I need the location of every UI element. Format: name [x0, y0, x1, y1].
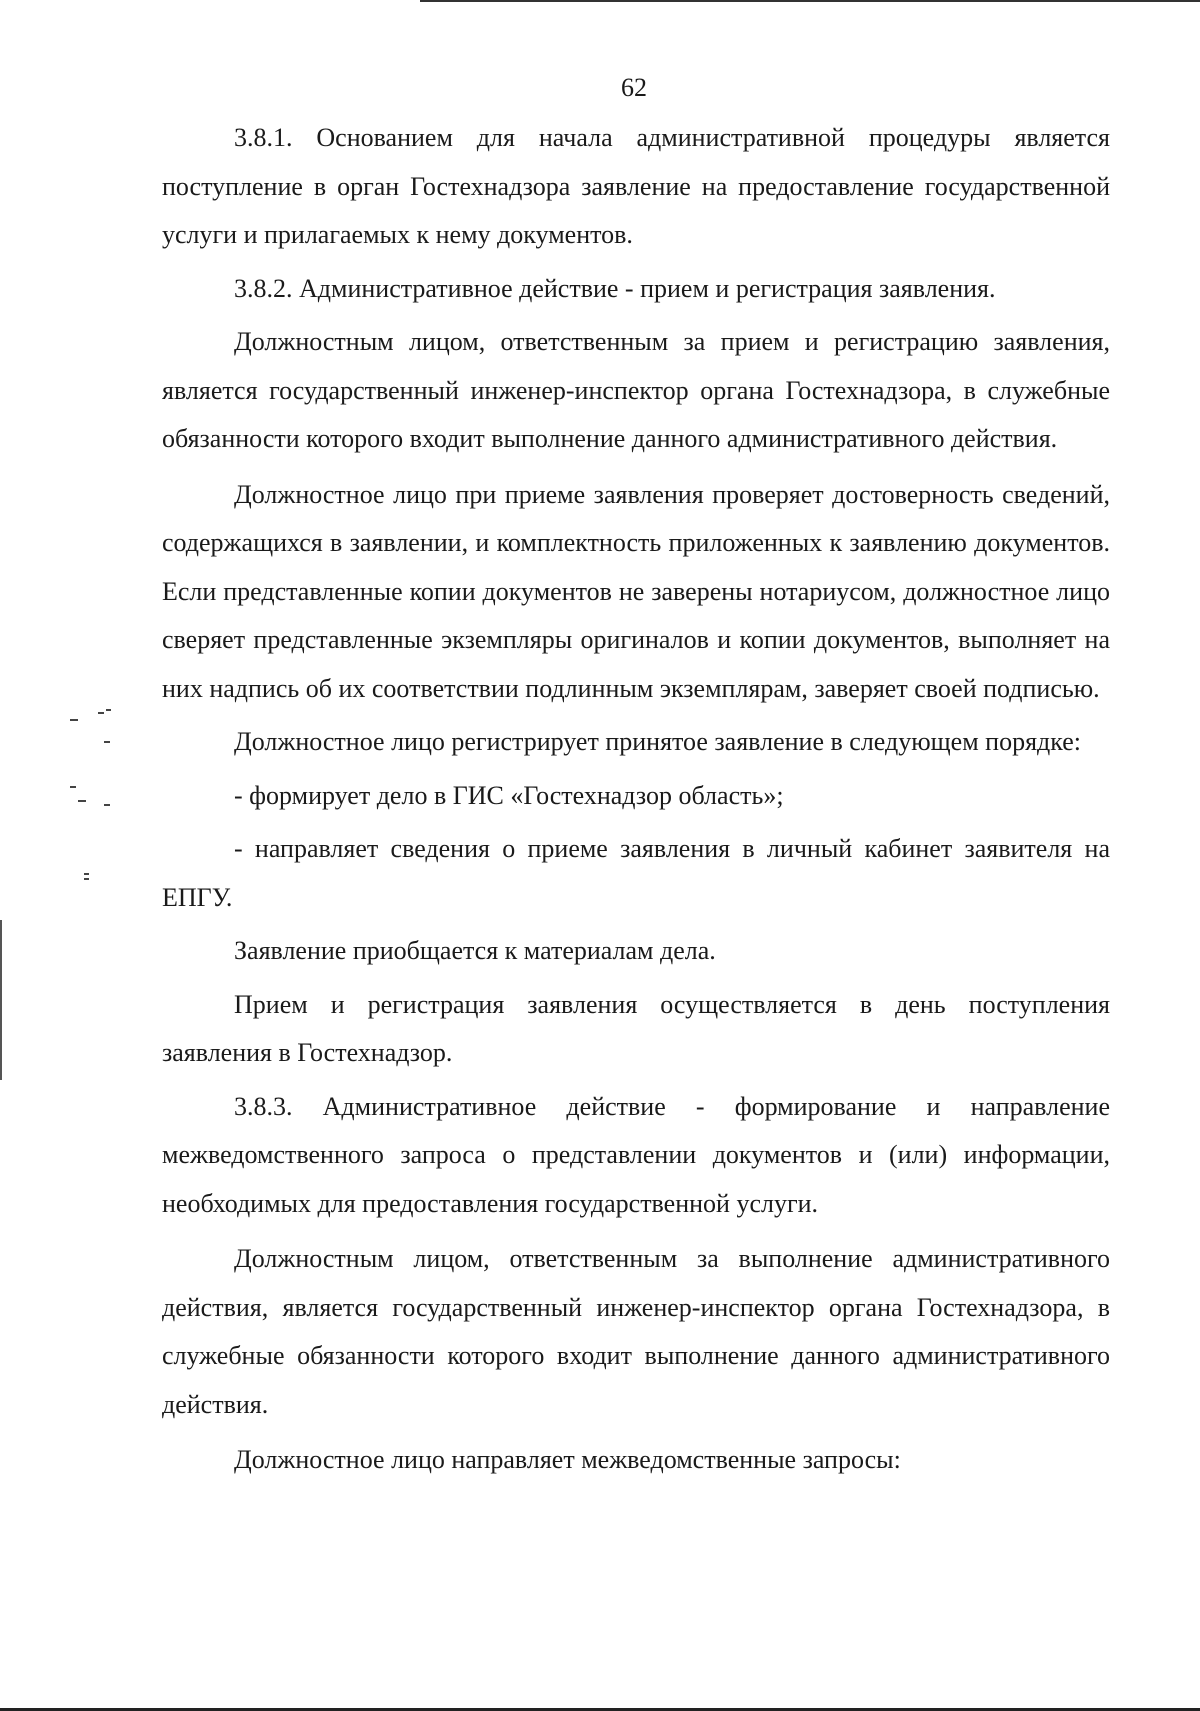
- paragraph-responsible-registration: Должностным лицом, ответственным за прием и регистрацию заявления, является государственный инженер-инспектор органа Гостехнадзора, в служебные обязанности которого входит выполнение данного административного действия.: [162, 327, 1110, 453]
- scan-edge-top: [420, 0, 1200, 2]
- paragraph-verification: Должностное лицо при приеме заявления проверяет достоверность сведений, содержащихся в заявлении, и комплектность приложенных к заявлению документов. Если представленные копии документов не заверены нотариусом, должностное лицо сверяет представленные экземпляры оригиналов и копии документов, выполняет на них надпись об их соответствии подлинным экземплярам, заверяет своей подписью.: [162, 479, 1110, 703]
- document-body: [162, 114, 1110, 1485]
- scan-mark: [84, 878, 89, 880]
- list-item-form-case: - формирует дело в ГИС «Гостехнадзор область»;: [234, 780, 784, 810]
- scan-mark: [70, 719, 78, 721]
- paragraph-requests-sent: Должностное лицо направляет межведомственные запросы:: [234, 1445, 901, 1474]
- paragraph-registration-order: Должностное лицо регистрирует принятое заявление в следующем порядке:: [234, 727, 1082, 756]
- scan-edge-left: [0, 920, 2, 1080]
- paragraph-3-8-2: 3.8.2. Административное действие - прием и регистрация заявления.: [234, 273, 996, 303]
- scan-mark: [98, 712, 104, 714]
- paragraph-registration-day: Прием и регистрация заявления осуществляется в день поступления заявления в Гостехнадзор.: [162, 989, 1110, 1067]
- scan-mark: [70, 786, 76, 788]
- scan-mark: [106, 709, 111, 711]
- list-item-send-notice: - направляет сведения о приеме заявления в личный кабинет заявителя на ЕПГУ.: [162, 834, 1110, 912]
- scan-mark: [104, 741, 110, 743]
- paragraph-attach-to-case: Заявление приобщается к материалам дела.: [234, 936, 716, 965]
- paragraph-3-8-1: 3.8.1. Основанием для начала административной процедуры является поступление в орган Гостехнадзора заявление на предоставление государственной услуги и прилагаемых к нему документов.: [162, 123, 1110, 249]
- paragraph-3-8-3: 3.8.3. Административное действие - формирование и направление межведомственного запроса о представлении документов и (или) информации, необходимых для предоставления государственной услуги.: [162, 1091, 1110, 1218]
- scan-mark: [104, 804, 110, 806]
- scan-mark: [78, 800, 86, 802]
- scan-mark: [84, 873, 89, 875]
- paragraph-responsible-request: Должностным лицом, ответственным за выполнение административного действия, является государственный инженер-инспектор органа Гостехнадзора, в служебные обязанности которого входит выполнение данного административного действия.: [162, 1244, 1110, 1419]
- page-number: 62: [621, 73, 647, 102]
